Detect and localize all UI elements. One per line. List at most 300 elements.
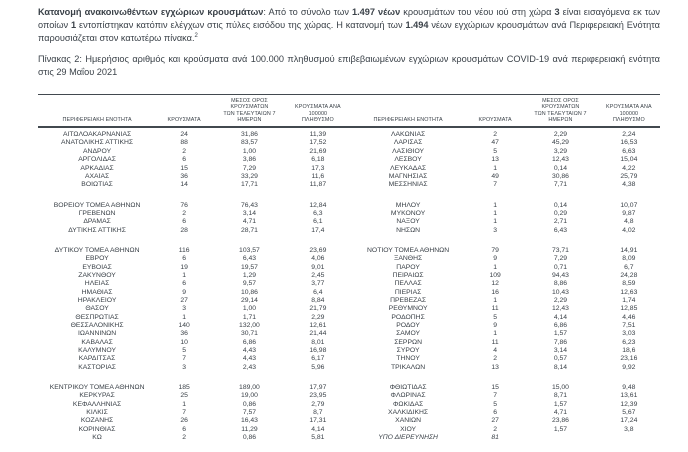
per100k-value: 24,28 [620,271,638,279]
per100k-value: 25,79 [620,172,638,180]
per100k-value: 9,48 [622,384,636,392]
cases-value: 7 [493,392,498,400]
region-name: ΚΑΒΑΛΑΣ [81,338,113,346]
avg7-value: 9,57 [242,280,257,288]
per100k-value: 17,24 [620,417,638,425]
table-row [38,409,349,417]
cases-value: 4 [493,347,498,355]
cases-value: 185 [178,384,190,392]
avg7-value: 19,00 [240,392,258,400]
per100k-value: 8,01 [311,338,325,346]
table-body [38,128,660,442]
avg7-value: 83,57 [240,139,258,147]
region-name: ΝΑΞΟΥ [396,218,420,226]
per100k-value: 12,61 [309,322,327,329]
table-row [38,226,349,234]
avg7-value: 0,57 [553,355,568,363]
region-name: ΚΙΛΚΙΣ [86,409,108,417]
avg7-value: 1,57 [553,330,568,338]
avg7-value: 0,71 [553,263,568,271]
region-name: ΙΩΑΝΝΙΝΩΝ [78,330,117,338]
per100k-value: 4,14 [311,425,325,433]
per100k-value: 23,95 [309,392,327,400]
per100k-value: 12,63 [620,288,638,296]
table-row [38,313,349,321]
per100k-value: 14,91 [620,246,638,254]
per100k-value: 8,7 [313,409,323,417]
table-row [349,347,660,355]
table-row [38,210,349,218]
region-name: ΔΡΑΜΑΣ [83,218,111,226]
region-name: ΑΡΓΟΛΙΔΑΣ [78,156,116,164]
avg7-value: 17,71 [240,181,258,189]
avg7-value: 19,57 [240,263,258,271]
cases-value: 47 [491,139,499,147]
region-name: ΚΕΦΑΛΛΗΝΙΑΣ [72,400,122,408]
region-name: ΤΡΙΚΑΛΩΝ [391,363,426,371]
intro-segment: 2 [194,32,198,39]
avg7-value: 1,71 [242,313,257,321]
region-name: ΝΗΣΩΝ [396,226,421,234]
avg7-value: 3,14 [553,347,568,355]
region-name: ΑΙΤΩΛΟΑΚΑΡΝΑΝΙΑΣ [62,131,132,139]
region-name: ΠΕΙΡΑΙΩΣ [392,271,424,279]
region-name: ΗΜΑΘΙΑΣ [81,288,113,296]
avg7-value: 2,43 [242,363,257,371]
cases-value: 1 [493,209,498,217]
cases-value: 2 [182,209,187,217]
avg7-value: 7,29 [242,164,257,172]
table-row [349,288,660,296]
table-row [349,409,660,417]
region-name: ΞΑΝΘΗΣ [393,255,423,263]
cases-value: 7 [182,355,187,363]
table-row [38,305,349,313]
per100k-value: 2,29 [311,313,325,321]
per100k-value: 16,53 [620,139,638,147]
table-row [349,164,660,172]
table-row [349,313,660,321]
avg7-value: 12,43 [551,305,569,313]
header-per100k-line1: ΚΡΟΥΣΜΑΤΑ ΑΝΑ 100000 [295,104,341,117]
cases-value: 3 [182,363,187,371]
cases-value: 16 [491,288,499,296]
region-name: ΥΠΟ ΔΙΕΡΕΥΝΗΣΗ [378,434,438,442]
region-name: ΚΟΡΙΝΘΙΑΣ [78,425,116,433]
intro-segment: είναι εισαγόμενα εκ των οποίων [38,7,661,30]
cases-value: 116 [178,246,190,254]
per100k-value: 11,39 [309,131,327,139]
avg7-value: 33,29 [240,172,258,180]
per100k-value: 9,01 [311,263,325,271]
avg7-value: 132,00 [239,322,260,329]
intro-segment: 1.497 νέων [352,7,401,17]
table-row [38,201,349,209]
per100k-value: 6,7 [624,263,634,271]
cases-value: 2 [493,355,498,363]
cases-value: 1 [493,164,498,172]
per100k-value: 17,52 [309,139,327,147]
cases-value: 27 [491,417,499,425]
header-avg7-line2: ΤΩΝ ΤΕΛΕΥΤΑΙΩΝ 7 [223,110,276,117]
per100k-value: 5,81 [311,434,325,442]
table-header-right [349,98,660,124]
region-name: ΕΒΡΟΥ [85,255,109,263]
region-name: ΧΙΟΥ [400,425,417,433]
region-name: ΔΥΤΙΚΟΥ ΤΟΜΕΑ ΑΘΗΝΩΝ [54,246,140,254]
cases-value: 1 [493,263,498,271]
table-row [38,347,349,355]
cases-value: 9 [493,255,498,263]
per100k-value: 4,38 [622,181,636,189]
region-name: ΘΑΣΟΥ [85,305,109,313]
header-region: ΠΕΡΙΦΕΡΕΙΑΚΗ ΕΝΟΤΗΤΑ [373,117,443,124]
region-name: ΘΕΣΠΡΩΤΙΑΣ [75,313,119,321]
cases-value: 14 [180,181,188,189]
cases-value: 13 [491,156,499,164]
table-row [38,330,349,338]
table-row [349,263,660,271]
cases-value: 2 [182,434,187,442]
table-row [38,322,349,330]
table-row [349,131,660,139]
avg7-value: 4,43 [242,355,257,363]
region-name: ΚΑΡΔΙΤΣΑΣ [78,355,116,363]
table-body-right [349,131,660,442]
table-row [38,339,349,347]
table-row [349,139,660,147]
per100k-value: 9,87 [622,209,636,217]
table-row [349,305,660,313]
avg7-value: 103,57 [239,246,260,254]
avg7-value: 45,29 [551,139,569,147]
region-name: ΦΩΚΙΔΑΣ [392,400,424,408]
table-row [349,297,660,305]
table-row [38,218,349,226]
region-name: ΛΑΣΙΘΙΟΥ [392,147,425,155]
avg7-value: 1,00 [242,147,257,155]
cases-value: 7 [182,409,187,417]
header-per100k [598,104,660,124]
region-name: ΣΕΡΡΩΝ [394,338,422,346]
per100k-value: 17,4 [311,226,325,234]
avg7-value: 3,14 [242,209,257,217]
table-row [38,288,349,296]
region-name: ΚΕΡΚΥΡΑΣ [79,392,115,400]
table-header-row [38,95,660,128]
per100k-value: 21,44 [309,330,327,338]
header-per100k-line2: ΠΛΗΘΥΣΜΟ [301,117,334,124]
cases-value: 1 [493,201,498,209]
avg7-value: 6,43 [553,226,568,234]
avg7-value: 10,43 [551,288,569,296]
table-row [349,392,660,400]
per100k-value: 2,45 [311,271,325,279]
per100k-value: 5,67 [622,409,636,417]
header-per100k-line1: ΚΡΟΥΣΜΑΤΑ ΑΝΑ 100000 [606,104,652,117]
region-name: ΛΕΣΒΟΥ [394,156,422,164]
avg7-value: 7,86 [553,338,568,346]
table-row [38,426,349,434]
cases-value: 1 [493,330,498,338]
cases-value: 19 [180,263,188,271]
cases-value: 5 [493,400,498,408]
avg7-value: 11,29 [241,425,258,433]
cases-value: 6 [493,409,498,417]
per100k-value: 12,85 [620,305,638,313]
cases-value: 28 [180,226,188,234]
table-row [349,272,660,280]
avg7-value: 15,00 [551,384,569,392]
region-name: ΧΑΝΙΩΝ [395,417,422,425]
intro-segment: : Από το σύνολο των [263,7,352,17]
region-group [38,384,349,442]
region-name: ΚΑΣΤΟΡΙΑΣ [78,363,116,371]
cases-value: 140 [178,322,190,329]
cases-value: 5 [182,347,187,355]
avg7-value: 0,14 [553,164,568,172]
cases-value: 76 [180,201,188,209]
cases-value: 1 [182,271,187,279]
per100k-value: 16,98 [309,347,327,355]
cases-value: 25 [180,392,188,400]
region-name: ΑΝΔΡΟΥ [83,147,112,155]
region-name: ΜΕΣΣΗΝΙΑΣ [388,181,428,189]
avg7-value: 16,43 [240,417,258,425]
region-name: ΚΩ [92,434,102,442]
header-cases: ΚΡΟΥΣΜΑΤΑ [167,117,201,124]
avg7-value: 8,71 [553,392,568,400]
per100k-value: 11,6 [311,172,325,180]
region-name: ΕΥΒΟΙΑΣ [82,263,112,271]
avg7-value: 2,29 [553,131,568,139]
cases-value: 24 [180,131,188,139]
per100k-value: 23,16 [620,355,638,363]
cases-value: 27 [180,296,188,304]
region-name: ΡΟΔΟΥ [396,322,420,329]
intro-paragraph [38,6,660,44]
per100k-value: 8,84 [311,296,325,304]
avg7-value: 23,86 [551,417,569,425]
cases-value: 1 [182,313,187,321]
region-name: ΔΥΤΙΚΗΣ ΑΤΤΙΚΗΣ [68,226,126,234]
region-name: ΝΟΤΙΟΥ ΤΟΜΕΑ ΑΘΗΝΩΝ [367,246,450,254]
region-name: ΒΟΙΩΤΙΑΣ [81,181,113,189]
table-row [38,297,349,305]
header-avg7-line1: ΜΕΣΟΣ ΟΡΟΣ ΚΡΟΥΣΜΑΤΩΝ [230,97,269,111]
avg7-value: 73,71 [551,246,569,254]
cases-value: 6 [182,280,187,288]
table-row [38,181,349,189]
avg7-value: 2,71 [553,218,568,226]
region-name: ΜΥΚΟΝΟΥ [390,209,426,217]
per100k-value: 8,09 [622,255,636,263]
cases-value: 26 [180,417,188,425]
cases-value: 88 [180,139,188,147]
cases-table [38,94,660,443]
header-avg7-line2: ΤΩΝ ΤΕΛΕΥΤΑΙΩΝ 7 [534,110,587,117]
avg7-value: 1,29 [242,271,257,279]
avg7-value: 4,71 [553,409,568,417]
table-body-left [38,131,349,442]
region-name: ΚΟΖΑΝΗΣ [80,417,114,425]
table-row [38,417,349,425]
region-name: ΤΗΝΟΥ [396,355,420,363]
header-per100k-line2: ΠΛΗΘΥΣΜΟ [612,117,645,124]
region-name: ΑΡΚΑΔΙΑΣ [80,164,114,172]
header-avg7-line3: ΗΜΕΡΩΝ [237,117,262,124]
cases-value: 3 [493,226,498,234]
per100k-value: 13,61 [620,392,638,400]
avg7-value: 28,71 [240,226,258,234]
table-row [38,280,349,288]
avg7-value: 6,86 [242,338,257,346]
avg7-value: 12,43 [551,156,569,164]
per100k-value: 8,59 [622,280,636,288]
region-name: ΜΗΛΟΥ [395,201,421,209]
avg7-value: 4,71 [242,218,257,226]
per100k-value: 4,8 [624,218,634,226]
table-row [349,148,660,156]
table-row [349,434,660,442]
cases-value: 12 [491,280,499,288]
region-name: ΑΝΑΤΟΛΙΚΗΣ ΑΤΤΙΚΗΣ [61,139,134,147]
table-row [38,131,349,139]
table-row [38,392,349,400]
table-row [38,355,349,363]
table-row [349,355,660,363]
region-name: ΘΕΣΣΑΛΟΝΙΚΗΣ [70,322,124,329]
per100k-value: 6,18 [311,156,325,164]
avg7-value: 3,86 [242,156,257,164]
table-row [38,247,349,255]
cases-value: 11 [491,338,499,346]
per100k-value: 3,03 [622,330,636,338]
table-row [349,173,660,181]
table-row [38,263,349,271]
table-caption: Πίνακας 2: Ημερήσιος αριθμός και κρούσματα ανά 100.000 πληθυσμού επιβεβαιωμένων εγχώριων κρουσμάτων COVID-19 ανά περιφερειακή ενότητα στις 29 Μαΐου 2021 [38,54,660,77]
cases-value: 109 [489,271,501,279]
table-row [38,173,349,181]
table-row [38,272,349,280]
per100k-value: 18,6 [622,347,636,355]
table-row [38,164,349,172]
per100k-value: 21,69 [309,147,327,155]
avg7-value: 4,43 [242,347,257,355]
region-group [349,247,660,372]
region-name: ΗΛΕΙΑΣ [84,280,110,288]
avg7-value: 2,29 [553,296,568,304]
region-group [38,247,349,372]
per100k-value: 3,8 [624,425,634,433]
cases-value: 15 [491,384,499,392]
region-group [38,201,349,234]
region-group [349,201,660,234]
cases-value: 1 [493,218,498,226]
per100k-value: 6,23 [622,338,636,346]
header-avg7-line3: ΗΜΕΡΩΝ [548,117,573,124]
avg7-value: 1,57 [553,400,568,408]
cases-value: 2 [493,131,498,139]
intro-segment: 1.494 [405,19,429,30]
cases-value: 36 [180,172,188,180]
avg7-value: 0,29 [553,209,568,217]
per100k-value: 12,39 [620,400,638,408]
region-name: ΒΟΡΕΙΟΥ ΤΟΜΕΑ ΑΘΗΝΩΝ [53,201,141,209]
region-name: ΛΑΚΩΝΙΑΣ [390,131,426,139]
cases-value: 6 [182,156,187,164]
table-row [38,255,349,263]
per100k-value: 1,74 [622,296,636,304]
avg7-value: 1,00 [242,305,257,313]
table-row [38,364,349,372]
header-cases: ΚΡΟΥΣΜΑΤΑ [478,117,512,124]
table-row [349,417,660,425]
region-name: ΡΕΘΥΜΝΟΥ [388,305,428,313]
table-row [38,401,349,409]
cases-value: 2 [182,147,187,155]
table-row [349,401,660,409]
header-region: ΠΕΡΙΦΕΡΕΙΑΚΗ ΕΝΟΤΗΤΑ [62,117,132,124]
avg7-value: 4,14 [553,313,568,321]
region-group [349,131,660,189]
per100k-value: 10,07 [620,201,638,209]
avg7-value: 8,14 [553,363,568,371]
table-row [349,247,660,255]
table-row [38,384,349,392]
cases-value: 9 [182,288,187,296]
per100k-value: 12,84 [309,201,327,209]
intro-segment: εντοπίστηκαν κατόπιν ελέγχων στις πύλες εισόδου της χώρας. Η κατανομή των [76,19,406,30]
avg7-value: 189,00 [239,384,260,392]
table-row [349,280,660,288]
per100k-value: 11,87 [309,181,327,189]
avg7-value: 94,43 [551,271,569,279]
per100k-value: 6,4 [313,288,323,296]
per100k-value: 6,3 [313,209,323,217]
avg7-value: 29,14 [240,296,258,304]
cases-value: 13 [491,363,499,371]
region-name: ΚΕΝΤΡΙΚΟΥ ΤΟΜΕΑ ΑΘΗΝΩΝ [49,384,145,392]
avg7-value: 8,86 [553,280,568,288]
per100k-value: 2,24 [622,131,636,139]
cases-value: 2 [493,425,498,433]
per100k-value: 4,06 [311,255,325,263]
per100k-value: 5,96 [311,363,325,371]
region-name: ΠΕΛΛΑΣ [394,280,422,288]
table-header-left [38,98,349,124]
avg7-value: 76,43 [240,201,258,209]
per100k-value: 7,51 [622,322,636,329]
cases-value: 6 [182,255,187,263]
avg7-value: 10,86 [240,288,258,296]
per100k-value: 4,46 [622,313,636,321]
table-row [349,218,660,226]
region-name: ΡΟΔΟΠΗΣ [391,313,425,321]
region-name: ΛΑΡΙΣΑΣ [393,139,423,147]
table-row [349,181,660,189]
per100k-value: 23,69 [309,246,327,254]
per100k-value: 17,97 [309,384,327,392]
cases-value: 5 [493,313,498,321]
per100k-value: 21,79 [309,305,327,313]
region-group [38,131,349,189]
avg7-value: 3,29 [553,147,568,155]
per100k-value: 2,79 [311,400,325,408]
intro-segment: κρουσμάτων του νέου ιού στη χώρα [400,7,555,17]
table-row [349,330,660,338]
avg7-value: 1,57 [553,425,568,433]
